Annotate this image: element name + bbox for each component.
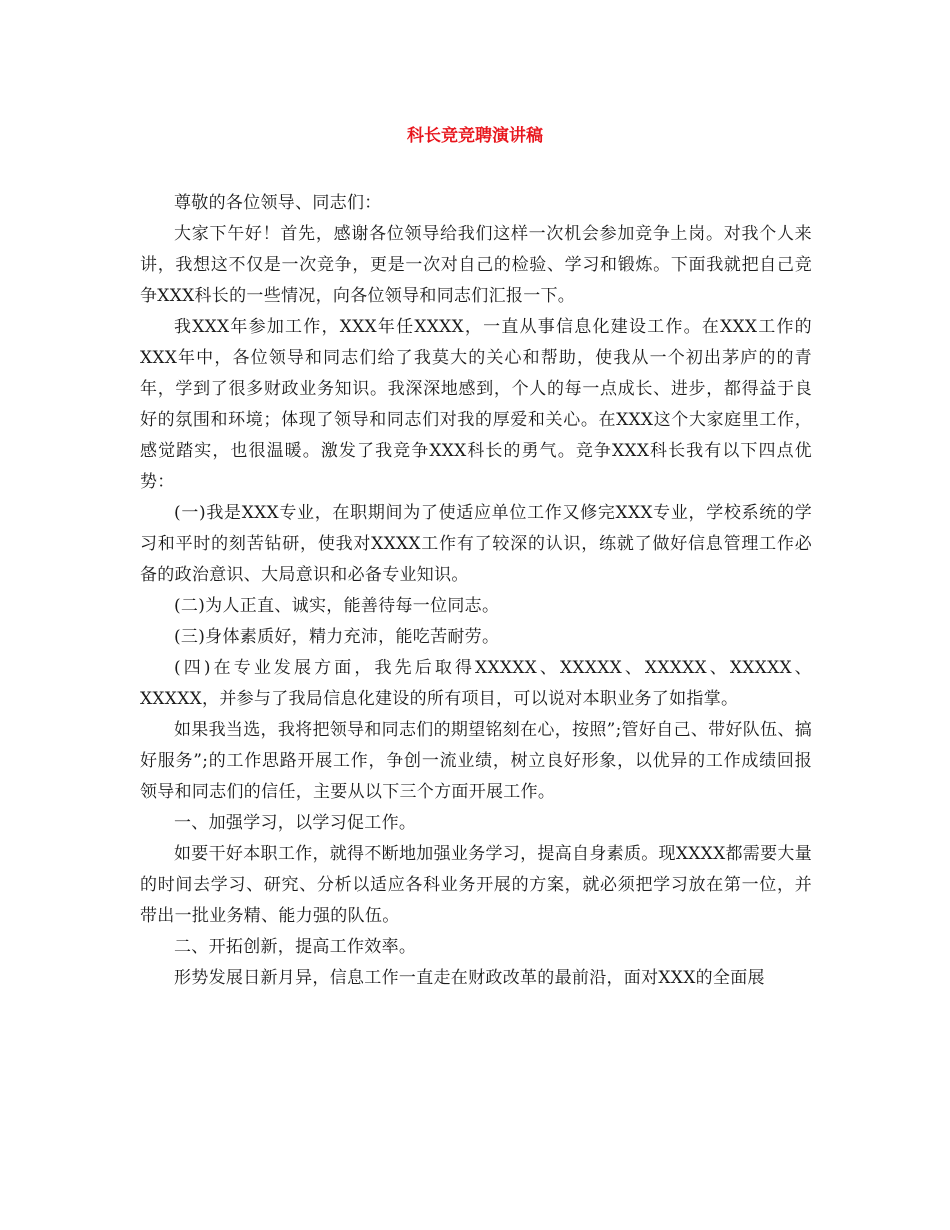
plan-intro-paragraph: 如果我当选，我将把领导和同志们的期望铭刻在心，按照”;管好自己、带好队伍、搞好服务”;的工作思路开展工作，争创一流业绩，树立良好形象，以优异的工作成绩回报领导和同志们的信任，主要从以下三个方面开展工作。 xyxy=(140,720,812,802)
salutation-paragraph: 尊敬的各位领导、同志们： xyxy=(174,193,382,213)
advantage-one-paragraph: (一)我是XXX专业，在职期间为了使适应单位工作又修完XXX专业，学校系统的学习和平时的刻苦钻研，使我对XXXX工作有了较深的认识，练就了做好信息管理工作必备的政治意识、大局意识和必备专业知识。 xyxy=(140,503,812,585)
advantage-three-paragraph: (三)身体素质好，精力充沛，能吃苦耐劳。 xyxy=(174,627,500,647)
section-heading-one: 一、加强学习，以学习促工作。 xyxy=(174,813,417,833)
document-body xyxy=(140,188,812,994)
advantage-four-paragraph: (四)在专业发展方面，我先后取得XXXXX、XXXXX、XXXXX、XXXXX、XXXXX，并参与了我局信息化建设的所有项目，可以说对本职业务了如指掌。 xyxy=(140,658,812,709)
section-one-paragraph: 如要干好本职工作，就得不断地加强业务学习，提高自身素质。现XXXX都需要大量的时间去学习、研究、分析以适应各科业务开展的方案，就必须把学习放在第一位，并带出一批业务精、能力强的队伍。 xyxy=(140,844,812,926)
advantage-two-paragraph: (二)为人正直、诚实，能善待每一位同志。 xyxy=(174,596,500,616)
section-heading-two: 二、开拓创新，提高工作效率。 xyxy=(174,937,417,957)
section-two-paragraph: 形势发展日新月异，信息工作一直走在财政改革的最前沿，面对XXX的全面展 xyxy=(174,968,765,988)
document-title: 科长竞竞聘演讲稿 xyxy=(407,126,543,146)
background-paragraph: 我XXX年参加工作，XXX年任XXXX，一直从事信息化建设工作。在XXX工作的XXX年中，各位领导和同志们给了我莫大的关心和帮助，使我从一个初出茅庐的的青年，学到了很多财政业务知识。我深深地感到，个人的每一点成长、进步，都得益于良好的氛围和环境；体现了领导和同志们对我的厚爱和关心。在XXX这个大家庭里工作，感觉踏实，也很温暖。激发了我竞争XXX科长的勇气。竞争XXX科长我有以下四点优势： xyxy=(140,317,812,492)
greeting-paragraph: 大家下午好！首先，感谢各位领导给我们这样一次机会参加竞争上岗。对我个人来讲，我想这不仅是一次竞争，更是一次对自己的检验、学习和锻炼。下面我就把自己竞争XXX科长的一些情况，向各位领导和同志们汇报一下。 xyxy=(140,224,812,306)
